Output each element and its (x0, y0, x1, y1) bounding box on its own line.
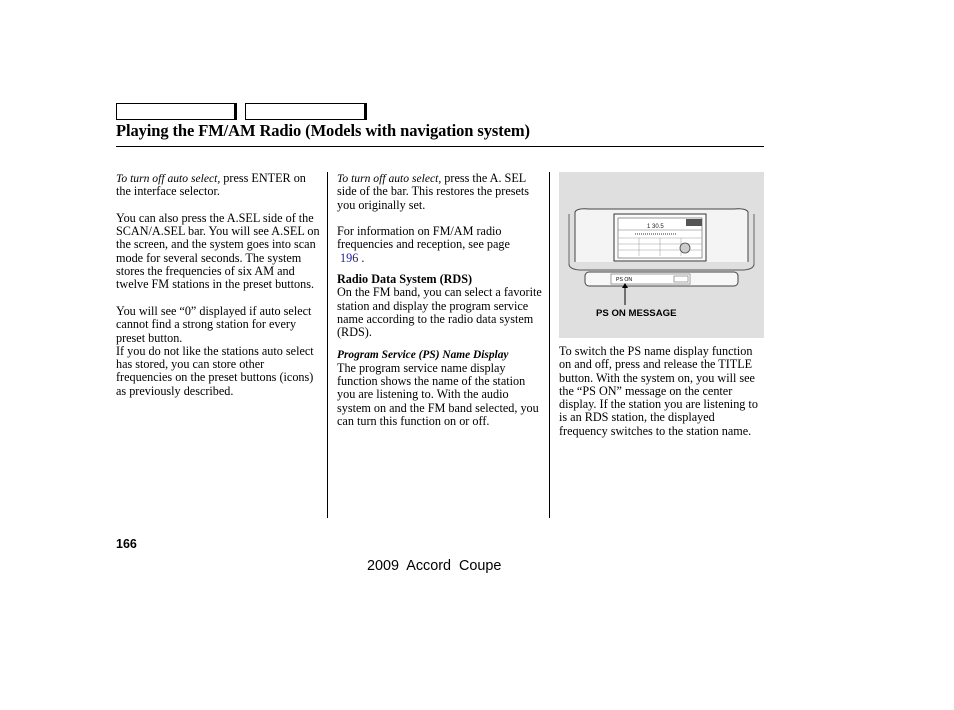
paragraph (116, 172, 322, 199)
italic-lead: To turn off auto select, (116, 172, 221, 185)
display-message: PS ON (616, 277, 633, 283)
column-divider-1 (327, 172, 328, 518)
footer-model: 2009 Accord Coupe (367, 558, 502, 574)
paragraph-text: For information on FM/AM radio frequencies and reception, see page (337, 224, 510, 252)
paragraph: You can also press the A.SEL side of the SCAN/A.SEL bar. You will see A.SEL on the screen, and the system goes into scan mode for several seconds. The system stores the frequencies of six AM and twelve FM stations in the preset buttons. (116, 210, 320, 292)
section-tab-2 (245, 103, 367, 120)
paragraph-text: press the A. SEL side of the bar. This restores the presets you originally set. (337, 171, 530, 212)
svg-text:1 30.5: 1 30.5 (647, 224, 664, 230)
text-column-1 (116, 172, 322, 398)
paragraph: The program service name display function shows the name of the station you are listening to. With the audio system on and the FM band selected, you can turn this function on or off. (337, 360, 539, 429)
paragraph-text: press ENTER on the interface selector. (116, 171, 306, 199)
paragraph (337, 225, 543, 265)
paragraph-text: . (358, 250, 365, 265)
title-rule (116, 146, 764, 147)
column-divider-2 (549, 172, 550, 518)
text-column-3 (559, 345, 765, 438)
section-tab-1 (116, 103, 237, 120)
page-title: Playing the FM/AM Radio (Models with navigation system) (116, 121, 530, 140)
paragraph: You will see “0” displayed if auto select cannot find a strong station for every preset button. (116, 303, 312, 345)
page-reference-link[interactable]: 196 (340, 250, 359, 265)
center-display-figure (559, 172, 764, 338)
paragraph: If you do not like the stations auto select has stored, you can store other frequencies on the preset buttons (icons) as previously described. (116, 343, 314, 398)
paragraph: On the FM band, you can select a favorite station and display the program service name according to the radio data system (RDS). (337, 285, 542, 340)
italic-lead: To turn off auto select, (337, 172, 442, 185)
ps-heading: Program Service (PS) Name Display (337, 348, 509, 361)
paragraph: To switch the PS name display function on and off, press and release the TITLE button. With the system on, you will see the “PS ON” message on the center display. If the station you are listening to is an RDS station, the displayed frequency switches to the station name. (559, 344, 758, 438)
rds-heading: Radio Data System (RDS) (337, 272, 473, 287)
paragraph (337, 172, 543, 212)
page-number: 166 (116, 537, 137, 551)
text-column-2 (337, 172, 543, 428)
figure-caption: PS ON MESSAGE (596, 308, 677, 319)
